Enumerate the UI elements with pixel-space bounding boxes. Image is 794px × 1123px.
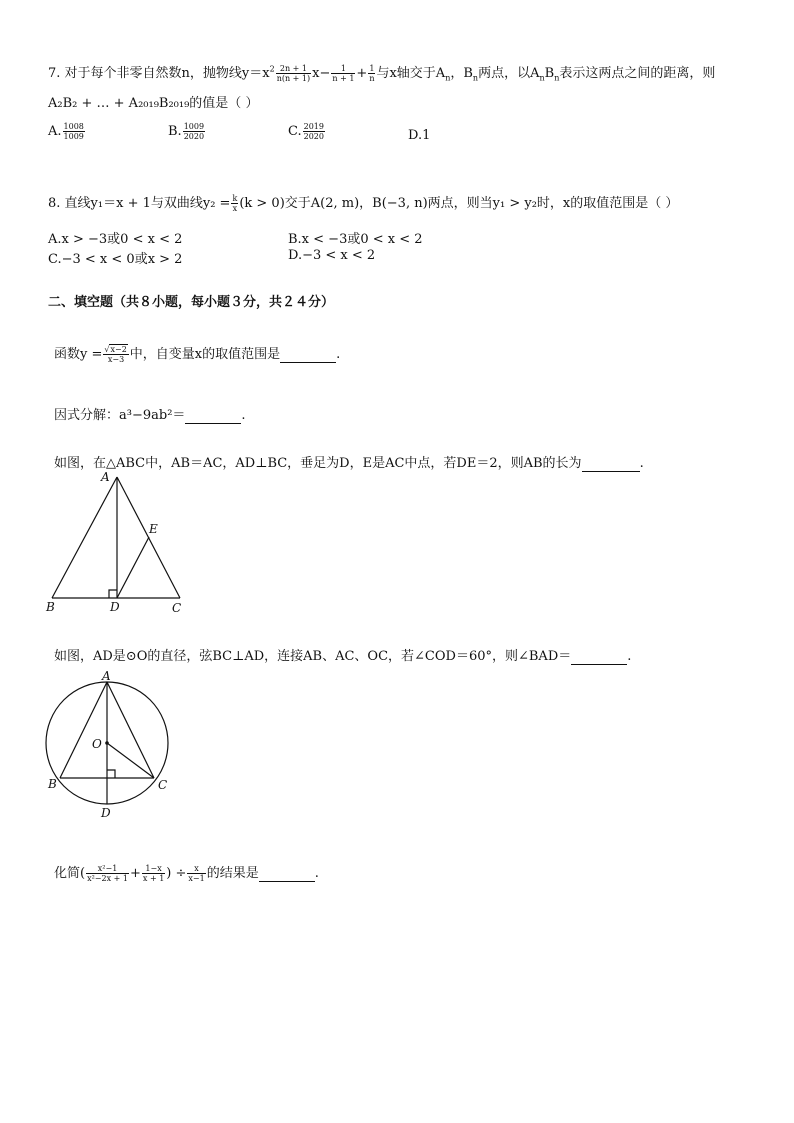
chord-ac — [107, 682, 154, 778]
question-7: 7. 对于每个非零自然数n，抛物线$y=x^2$ $\frac{2n + 1}{n(n + 1)}$ x− $\frac{1}{n + 1}$ + $\frac{1}{n}$ 与x轴交于$A_n$，$B_n$两点，以$A_nB_n$表示这两点之间的距离，则 — [48, 64, 716, 83]
q7-option-c[interactable]: C. $\frac{2019}{2020}$ — [288, 122, 324, 141]
question-number: 8. — [48, 196, 61, 211]
fill-question-2: 因式分解：a³−9ab²＝ . — [54, 408, 246, 423]
question-8: 8. 直线y₁＝x + 1与双曲线y₂ = $\frac{k}{x}$ (k > 0)交于A(2, m)，B(−3, n)两点，则当y₁ > y₂时，x的取值范围是（ ） — [48, 194, 679, 213]
side-ab — [52, 477, 117, 598]
fraction: $\frac{1}{n}$ — [369, 64, 375, 83]
answer-blank[interactable] — [185, 408, 241, 424]
right-angle-mark — [109, 590, 117, 598]
fraction: $\frac{√x-2}{x-3}$ — [104, 345, 127, 364]
answer-blank[interactable] — [280, 347, 336, 363]
q8-option-a[interactable]: A.x > −3或0 < x < 2 — [48, 232, 183, 247]
q8-option-d[interactable]: D.−3 < x < 2 — [288, 248, 376, 263]
q8-option-c[interactable]: C.−3 < x < 0或x > 2 — [48, 252, 183, 267]
fraction: $\frac{2n + 1}{n(n + 1)}$ — [276, 64, 311, 83]
chord-ab — [60, 682, 107, 778]
section-heading: 二、填空题（共８小题，每小题３分，共２４分） — [48, 295, 335, 310]
radius-oc — [107, 743, 154, 778]
answer-blank[interactable] — [571, 649, 627, 665]
triangle-abc — [52, 477, 180, 598]
answer-blank[interactable] — [582, 456, 640, 472]
fill-question-3: 如图，在△ABC中，AB＝AC，AD⊥BC，垂足为D，E是AC中点，若DE＝2，则AB的长为 . — [54, 456, 644, 471]
fill-question-5: 化简( $\frac{\text{x²−1}}{\text{x²−2x + 1}}$ + $\frac{1-x}{x + 1}$ ) ÷ $\frac{x}{x-1}$ 的结果是 . — [54, 864, 319, 883]
answer-blank[interactable] — [259, 866, 315, 882]
fill-question-4: 如图，AD是⊙O的直径，弦BC⊥AD，连接AB、AC、OC，若∠COD＝60°，则∠BAD＝ . — [54, 649, 632, 664]
fraction: $\frac{1}{n + 1}$ — [332, 64, 355, 83]
fraction: $\frac{k}{x}$ — [232, 194, 238, 213]
label-b: B — [46, 600, 55, 614]
segment-de — [117, 537, 149, 598]
q7-option-d[interactable]: D.1 — [408, 128, 431, 143]
fraction: $\frac{x}{x-1}$ — [188, 864, 205, 883]
label-a: A — [102, 669, 111, 683]
label-a: A — [101, 470, 110, 484]
label-c: C — [158, 778, 168, 792]
label-d: D — [110, 600, 120, 614]
question-number: 7. — [48, 66, 61, 81]
side-ac — [117, 477, 180, 598]
label-b: B — [48, 777, 57, 791]
label-o: O — [92, 737, 102, 751]
right-angle-mark — [107, 770, 115, 778]
fill-question-1: 函数y = $\frac{√x-2}{x-3}$ 中，自变量x的取值范围是 . — [54, 345, 341, 364]
q8-option-b[interactable]: B.x < −3或0 < x < 2 — [288, 232, 423, 247]
label-c: C — [172, 601, 182, 615]
circle-o — [46, 682, 168, 804]
fraction: $\frac{\text{x²−1}}{\text{x²−2x + 1}}$ — [87, 864, 128, 883]
q7-option-a[interactable]: A. $\frac{1008}{1009}$ — [48, 122, 84, 141]
question-text: 对于每个非零自然数n，抛物线y＝x — [64, 66, 270, 81]
label-d: D — [101, 806, 111, 820]
question-7-line2: A₂B₂ + … + A₂₀₁₉B₂₀₁₉的值是（ ） — [48, 96, 259, 111]
q7-option-b[interactable]: B. $\frac{1009}{2020}$ — [168, 122, 205, 141]
fraction: $\frac{1-x}{x + 1}$ — [142, 864, 165, 883]
center-point — [105, 741, 109, 745]
label-e: E — [149, 522, 158, 536]
